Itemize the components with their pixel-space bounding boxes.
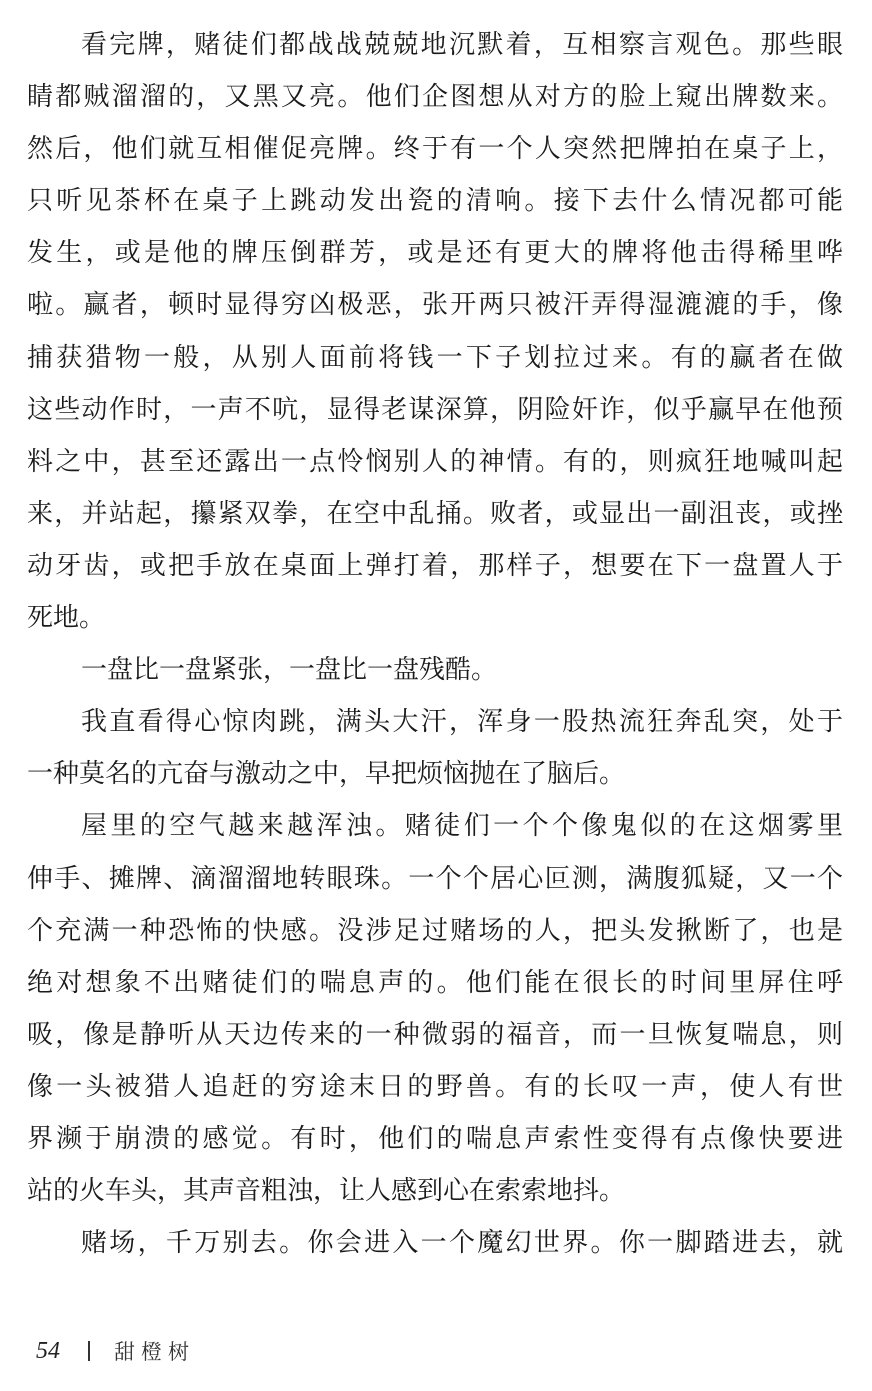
- text-line: 睛都贼溜溜的，又黑又亮。他们企图想从对方的脸上窥出牌数来。: [27, 82, 843, 113]
- text-line: 捕获猎物一般，从别人面前将钱一下子划拉过来。有的赢者在做: [27, 342, 843, 373]
- text-line: 料之中，甚至还露出一点怜悯别人的神情。有的，则疯狂地喊叫起: [27, 446, 843, 477]
- text-line: 死地。: [27, 603, 106, 634]
- text-line: 只听见茶杯在桌子上跳动发出瓷的清响。接下去什么情况都可能: [27, 186, 843, 217]
- text-line: 看完牌，赌徒们都战战兢兢地沉默着，互相察言观色。那些眼: [81, 30, 843, 60]
- text-line: 个充满一种恐怖的快感。没涉足过赌场的人，把头发揪断了，也是: [27, 915, 843, 946]
- text-line: 界濒于崩溃的感觉。有时，他们的喘息声索性变得有点像快要进: [27, 1123, 843, 1154]
- text-line: 这些动作时，一声不吭，显得老谋深算，阴险奸诈，似乎赢早在他预: [27, 394, 843, 425]
- text-line: 赌场，千万别去。你会进入一个魔幻世界。你一脚踏进去，就: [81, 1228, 843, 1259]
- text-line: 一盘比一盘紧张，一盘比一盘残酷。: [81, 655, 498, 686]
- book-title: 甜橙树: [114, 1340, 195, 1364]
- text-line: 像一头被猎人追赶的穷途末日的野兽。有的长叹一声，使人有世: [27, 1071, 843, 1102]
- text-line: 我直看得心惊肉跳，满头大汗，浑身一股热流狂奔乱突，处于: [81, 707, 843, 738]
- text-line: 绝对想象不出赌徒们的喘息声的。他们能在很长的时间里屏住呼: [27, 967, 843, 998]
- text-line: 一种莫名的亢奋与激动之中，早把烦恼抛在了脑后。: [27, 759, 626, 790]
- text-line: 吸，像是静听从天边传来的一种微弱的福音，而一旦恢复喘息，则: [27, 1019, 843, 1050]
- text-line: 屋里的空气越来越浑浊。赌徒们一个个像鬼似的在这烟雾里: [81, 811, 843, 842]
- text-line: 伸手、摊牌、滴溜溜地转眼珠。一个个居心叵测，满腹狐疑，又一个: [27, 863, 843, 894]
- page-number: 54: [36, 1337, 60, 1364]
- text-line: 发生，或是他的牌压倒群芳，或是还有更大的牌将他击得稀里哗: [27, 238, 843, 269]
- page-footer: [36, 1331, 195, 1371]
- text-line: 动牙齿，或把手放在桌面上弹打着，那样子，想要在下一盘置人于: [27, 550, 843, 581]
- text-line: 然后，他们就互相催促亮牌。终于有一个人突然把牌拍在桌子上，: [27, 134, 843, 165]
- text-line: 来，并站起，攥紧双拳，在空中乱捅。败者，或显出一副沮丧，或挫: [27, 498, 843, 529]
- text-line: 站的火车头，其声音粗浊，让人感到心在索索地抖。: [27, 1176, 626, 1207]
- page-body: [27, 19, 843, 1269]
- footer-divider: [88, 1341, 90, 1361]
- text-line: 啦。赢者，顿时显得穷凶极恶，张开两只被汗弄得湿漉漉的手，像: [27, 290, 843, 321]
